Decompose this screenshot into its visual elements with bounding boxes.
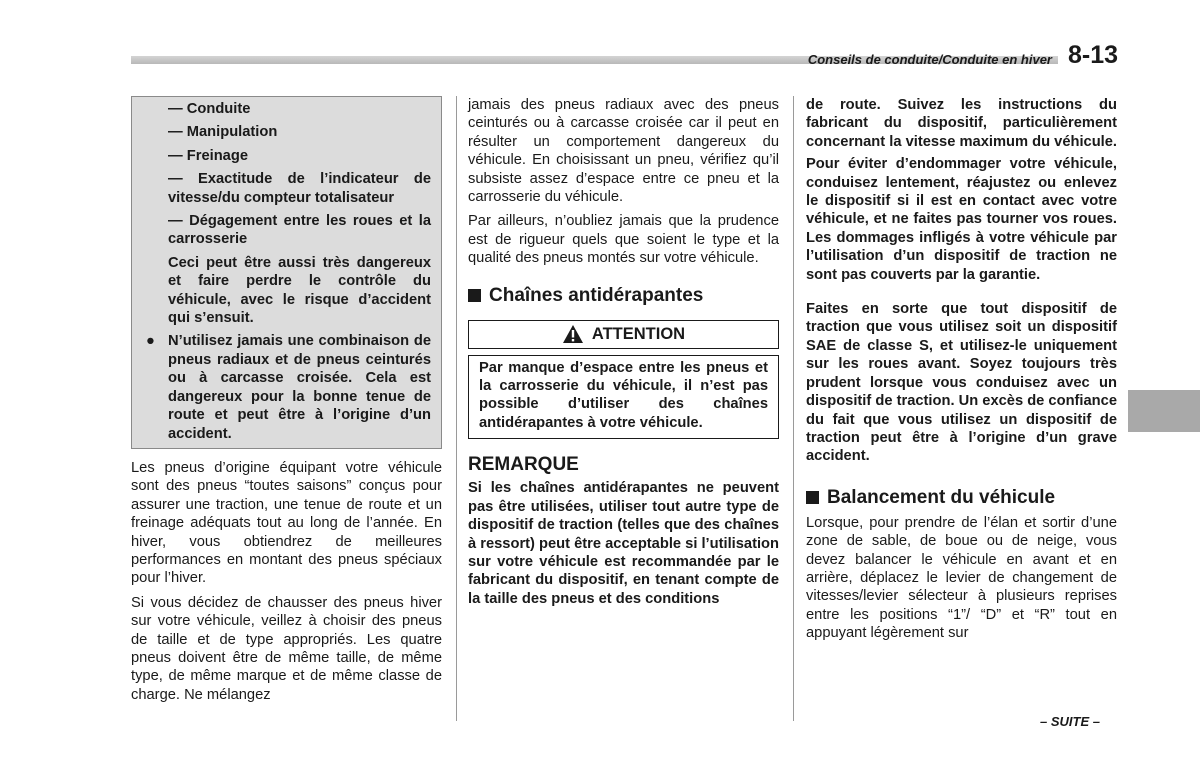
- chapter-tab: [1128, 390, 1200, 432]
- paragraph: de route. Suivez les instructions du fabricant du dispositif, particulièrement concernant la vitesse maximum du véhicule.: [806, 97, 1118, 150]
- paragraph: Si vous décidez de chausser des pneus hiver sur votre véhicule, veillez à choisir des pneus de taille et de type appropriés. Les quatre pneus doivent être de même taille, de même type, de même marque et de même classe de charge. Ne mélangez: [131, 594, 442, 703]
- column-divider: [793, 96, 794, 721]
- column-divider: [456, 96, 457, 721]
- paragraph: Faites en sorte que tout dispositif de traction que vous utilisez soit un dispositif SAE de classe S, et utilisez-le uniquement sur les roues avant. Soyez toujours très prudent lorsque vous conduisez avec un dispositif de traction. Un excès de confiance du fait que vous utilisez un dispositif de traction peut être à l’origine d’un grave accident.: [806, 301, 1117, 465]
- attention-title-bar: [468, 320, 779, 349]
- bullet-dot-icon: ●: [146, 333, 155, 350]
- section-title: Conseils de conduite/Conduite en hiver: [807, 52, 1052, 67]
- attention-box: [468, 320, 779, 440]
- black-square-icon: [468, 289, 481, 302]
- continued-marker: – SUITE –: [1040, 714, 1100, 729]
- body-text: [131, 459, 442, 704]
- box-line: — Dégagement entre les roues et la carrosserie: [168, 213, 431, 248]
- box-line: — Exactitude de l’indicateur de vitesse/du compteur totalisateur: [168, 171, 431, 206]
- box-bullet: [142, 332, 431, 442]
- box-bullet-text: N’utilisez jamais une combinaison de pneus radiaux et de pneus ceinturés ou à carcasse croisée. Cela est dangereux pour la bonne tenue de route et peut être à l’origine d’un accident.: [168, 333, 431, 442]
- paragraph: Les pneus d’origine équipant votre véhicule sont des pneus “toutes saisons” conçus pour assurer une traction, une tenue de route et un freinage adéquats tout au long de l’année. En hiver, vous obtiendrez de meilleures performances en montant des pneus spéciaux pour l’hiver.: [131, 459, 442, 587]
- box-line: — Freinage: [168, 147, 248, 164]
- black-square-icon: [806, 491, 819, 504]
- caution-continued-box: [131, 96, 442, 449]
- box-line: — Manipulation: [168, 124, 278, 141]
- remarque-body: Si les chaînes antidérapantes ne peuvent pas être utilisées, utiliser tout autre type de dispositif de traction (telles que des chaînes à ressort) peut être acceptable si l’utilisation sur votre véhicule est recommandée par le fabricant du dispositif, en tenant compte de la taille des pneus et des conditions: [468, 480, 779, 607]
- remarque-block: [468, 453, 779, 608]
- body-text: [468, 96, 779, 268]
- attention-title: ATTENTION: [591, 324, 686, 343]
- remarque-title: REMARQUE: [468, 454, 579, 476]
- column-1: [131, 96, 442, 710]
- section-heading-text: Chaînes antidérapantes: [489, 284, 704, 306]
- attention-body: Par manque d’espace entre les pneus et la carrosserie du véhicule, il n’est pas possible d’utiliser des chaînes antidérapantes à votre véhicule.: [468, 355, 779, 440]
- column-3: [806, 96, 1117, 643]
- column-2: [468, 96, 779, 608]
- section-heading: [468, 284, 779, 308]
- section-heading-text: Balancement du véhicule: [827, 486, 1056, 508]
- paragraph: Par ailleurs, n’oubliez jamais que la prudence est de rigueur quels que soient le type et la qualité des pneus montés sur votre véhicule.: [468, 213, 779, 267]
- paragraph: Lorsque, pour prendre de l’élan et sortir d’une zone de sable, de boue ou de neige, vous devez balancer le véhicule en avant et en arrière, déplacez le levier de changement de vitesses/levier sélecteur à plusieurs reprises entre les positions “1”/ “D” et “R” tout en appuyant légèrement sur: [806, 514, 1117, 642]
- box-line: Ceci peut être aussi très dangereux et faire perdre le contrôle du véhicule, avec le risque d’accident qui s’ensuit.: [168, 254, 431, 327]
- box-line: — Conduite: [168, 101, 251, 117]
- page-number: 8-13: [1068, 41, 1119, 69]
- section-heading: [806, 486, 1117, 510]
- warning-triangle-icon: [562, 324, 584, 344]
- paragraph: Pour éviter d’endommager votre véhicule, conduisez lentement, réajustez ou enlevez le dispositif si il est en contact avec votre véhicule, et ne faites pas tourner vos roues. Les dommages infligés à votre véhicule par l’utilisation d’un dispositif de traction ne sont pas couverts par la garantie.: [806, 156, 1117, 283]
- paragraph: jamais des pneus radiaux avec des pneus ceinturés ou à carcasse croisée car il peut en résulter un comportement dangereux du véhicule. En choisissant un pneu, vérifiez qu’il subsiste assez d’espace entre ce pneu et la carrosserie du véhicule.: [468, 97, 779, 206]
